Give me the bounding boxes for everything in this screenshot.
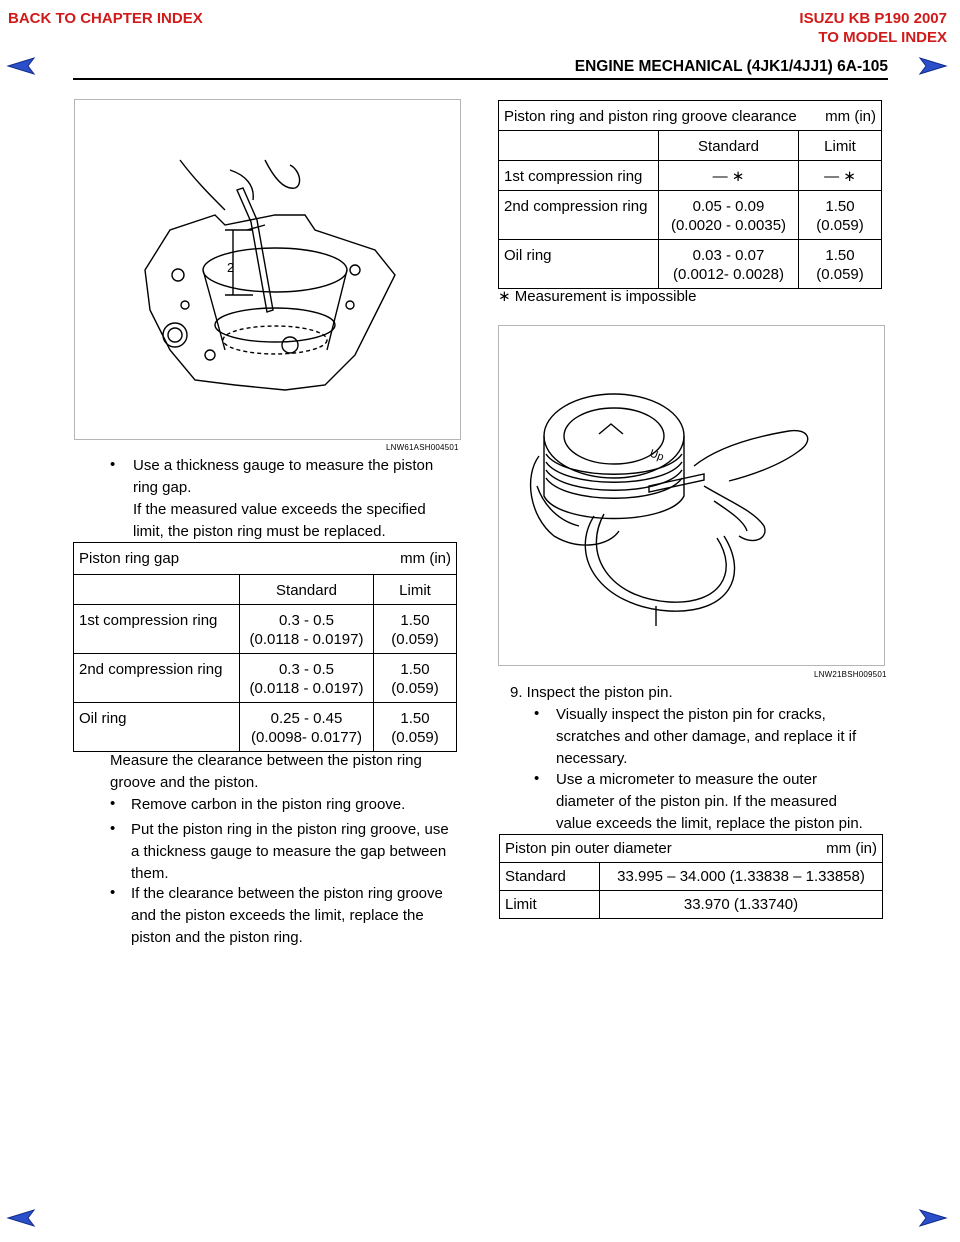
- piston-ring-gap-table: [73, 542, 457, 752]
- groove-clearance-illustration: [499, 326, 886, 667]
- piston-pin-diameter-table: [499, 834, 883, 919]
- figure2-label: Up: [647, 447, 666, 464]
- table-row: 2nd compression ring 0.3 - 0.5 (0.0118 - 0.0197) 1.50 (0.059): [74, 654, 457, 703]
- bullet-marker: •: [110, 795, 116, 812]
- arrow-left-icon[interactable]: [6, 1207, 36, 1229]
- column-header-standard: Standard: [659, 131, 799, 161]
- bullet-remove-carbon: Remove carbon in the piston ring groove.: [131, 796, 406, 813]
- replace-note: If the measured value exceeds the specified limit, the piston ring must be replaced.: [133, 501, 426, 540]
- table-row: Oil ring 0.25 - 0.45 (0.0098- 0.0177) 1.50 (0.059): [74, 703, 457, 752]
- table-title-row: Piston ring gap mm (in): [74, 543, 457, 575]
- table-row: 2nd compression ring 0.05 - 0.09 (0.0020 - 0.0035) 1.50 (0.059): [499, 191, 882, 240]
- page-header: ENGINE MECHANICAL (4JK1/4JJ1) 6A-105: [574, 58, 888, 75]
- model-title-link[interactable]: ISUZU KB P190 2007: [799, 10, 947, 27]
- bullet-marker: •: [534, 770, 540, 787]
- bullet-marker: •: [110, 820, 116, 837]
- figure-ring-gap: [74, 99, 461, 440]
- footnote: ∗ Measurement is impossible: [498, 288, 697, 305]
- bullet-visually-inspect: Visually inspect the piston pin for cracks, scratches and other damage, and replace it if necessary.: [556, 706, 857, 767]
- table-row: Standard 33.995 – 34.000 (1.33838 – 1.33858): [500, 863, 883, 891]
- ring-gap-illustration: [75, 100, 462, 441]
- table-row: Oil ring 0.03 - 0.07 (0.0012- 0.0028) 1.50 (0.059): [499, 240, 882, 289]
- bullet-use-micrometer: Use a micrometer to measure the outer diameter of the piston pin. If the measured value exceeds the limit, replace the piston pin.: [556, 771, 863, 832]
- back-to-chapter-index-link[interactable]: BACK TO CHAPTER INDEX: [8, 10, 203, 27]
- bullet-marker: •: [534, 705, 540, 722]
- step-9-inspect-pin: 9. Inspect the piston pin.: [510, 684, 673, 701]
- table-title-row: Piston pin outer diameter mm (in): [500, 835, 883, 863]
- bullet-put-ring-in-groove: Put the piston ring in the piston ring groove, use a thickness gauge to measure the gap between them.: [131, 821, 449, 882]
- table-title-row: Piston ring and piston ring groove clearance mm (in): [499, 101, 882, 131]
- column-header-limit: Limit: [374, 575, 457, 605]
- arrow-left-icon[interactable]: [6, 55, 36, 77]
- bullet-marker: •: [110, 456, 116, 473]
- header-rule: [73, 78, 888, 80]
- table-row: 1st compression ring — ∗ — ∗: [499, 161, 882, 191]
- figure-code: LNW61ASH004501: [386, 443, 459, 452]
- figure-groove-clearance: [498, 325, 885, 666]
- ring-groove-clearance-table: [498, 100, 882, 289]
- bullet-use-thickness-gauge: Use a thickness gauge to measure the piston ring gap.: [133, 457, 434, 496]
- figure1-label: 2: [227, 260, 235, 275]
- measure-clearance-text: Measure the clearance between the piston ring groove and the piston.: [110, 752, 422, 791]
- arrow-right-icon[interactable]: [918, 1207, 948, 1229]
- bullet-clearance-exceeds: If the clearance between the piston ring groove and the piston exceeds the limit, replace the piston and the piston ring.: [131, 885, 443, 946]
- arrow-right-icon[interactable]: [918, 55, 948, 77]
- bullet-marker: •: [110, 884, 116, 901]
- figure-code: LNW21BSH009501: [814, 670, 887, 679]
- column-header-standard: Standard: [240, 575, 374, 605]
- table-row: 1st compression ring 0.3 - 0.5 (0.0118 - 0.0197) 1.50 (0.059): [74, 605, 457, 654]
- to-model-index-link[interactable]: TO MODEL INDEX: [818, 29, 947, 46]
- table-row: Limit 33.970 (1.33740): [500, 891, 883, 919]
- column-header-limit: Limit: [799, 131, 882, 161]
